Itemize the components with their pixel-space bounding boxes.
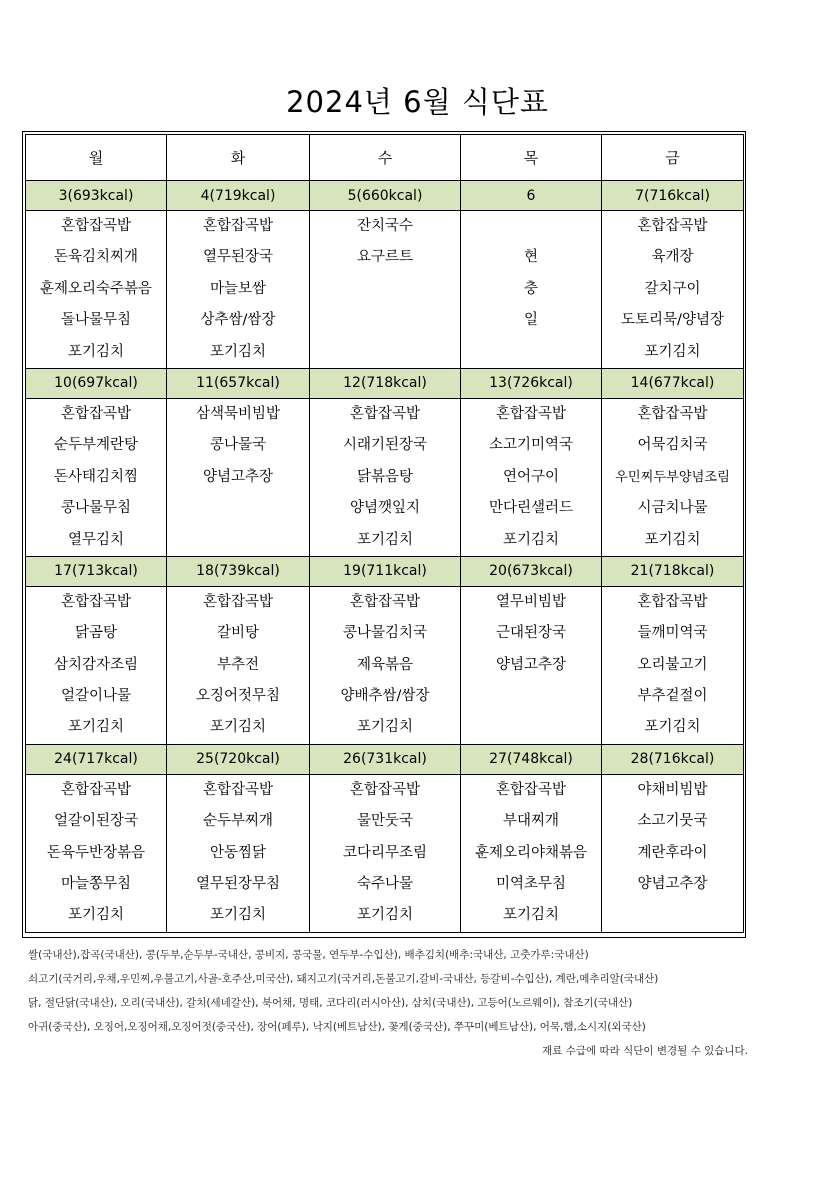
menu-item: 혼합잡곡밥 [60, 218, 132, 234]
menu-item: 소고기뭇국 [637, 813, 708, 830]
menu-item: 소고기미역국 [488, 437, 574, 454]
menu-item: 돈사태김치찜 [53, 468, 139, 485]
menu-item: 열무비빔밥 [495, 593, 567, 610]
menu-item: 계란후라이 [637, 844, 708, 861]
menu-item: 열무된장무침 [195, 876, 281, 893]
menu-row [26, 211, 744, 369]
menu-item [310, 274, 460, 305]
menu-item: 열무된장국 [202, 249, 274, 266]
menu-item: 마늘보쌈 [209, 280, 267, 297]
weekday-header: 목 [461, 135, 602, 181]
menu-item: 양념고추장 [637, 876, 708, 893]
menu-cell [461, 398, 602, 556]
date-cell: 12(718kcal) [310, 368, 461, 398]
menu-item: 들깨미역국 [637, 625, 708, 642]
menu-item: 육개장 [651, 249, 694, 266]
menu-item: 숙주나물 [356, 876, 414, 893]
date-cell: 3(693kcal) [26, 181, 167, 211]
date-row [26, 181, 744, 211]
menu-item [461, 211, 601, 242]
menu-item: 혼합잡곡밥 [637, 593, 708, 610]
menu-cell [602, 398, 744, 556]
menu-item: 갈치구이 [644, 280, 701, 297]
date-row [26, 368, 744, 398]
date-cell: 24(717kcal) [26, 744, 167, 774]
menu-cell [461, 774, 602, 932]
menu-item: 혼합잡곡밥 [637, 405, 708, 422]
weekday-header: 금 [602, 135, 744, 181]
menu-cell [310, 211, 461, 369]
origin-note-line: 아귀(중국산), 오징어,오징어채,오징어젓(중국산), 장어(페루), 낙지(베트남산), 꽃게(중국산), 쭈꾸미(베트남산), 어묵,햄,소시지(외국산) [28, 1021, 646, 1033]
menu-item: 혼합잡곡밥 [60, 405, 132, 422]
menu-item: 양배추쌈/쌈장 [340, 688, 430, 705]
menu-item: 마늘쫑무침 [60, 876, 132, 893]
menu-cell [461, 586, 602, 744]
menu-item: 포기김치 [209, 907, 267, 924]
menu-item: 포기김치 [209, 719, 267, 736]
menu-item: 갈비탕 [216, 625, 260, 642]
menu-cell [310, 586, 461, 744]
menu-cell [461, 211, 602, 369]
menu-item [310, 305, 460, 336]
menu-cell [26, 211, 167, 369]
menu-item: 혼합잡곡밥 [202, 593, 274, 610]
date-cell: 13(726kcal) [461, 368, 602, 398]
menu-item [602, 900, 743, 931]
menu-table [25, 134, 744, 933]
menu-item: 순두부계란탕 [53, 437, 139, 454]
menu-cell [26, 774, 167, 932]
menu-item: 오징어젓무침 [195, 688, 281, 705]
menu-item: 양념깻잎지 [349, 500, 421, 517]
menu-cell [602, 774, 744, 932]
menu-item: 혼합잡곡밥 [495, 405, 567, 422]
menu-item: 포기김치 [644, 531, 701, 548]
menu-cell [167, 211, 310, 369]
menu-item: 혼합잡곡밥 [349, 781, 421, 798]
menu-item: 혼합잡곡밥 [495, 781, 567, 798]
menu-row [26, 398, 744, 556]
menu-item: 콩나물김치국 [342, 625, 428, 642]
menu-item: 잔치국수 [356, 218, 414, 234]
menu-item: 포기김치 [644, 719, 701, 736]
menu-item [167, 493, 309, 524]
date-cell: 18(739kcal) [167, 556, 310, 586]
menu-cell [310, 774, 461, 932]
menu-item: 훈제오리야채볶음 [474, 844, 588, 861]
menu-item: 오리불고기 [637, 656, 708, 673]
date-cell: 5(660kcal) [310, 181, 461, 211]
menu-item: 일 [523, 312, 538, 329]
menu-item [461, 681, 601, 712]
menu-item: 물만둣국 [356, 813, 414, 830]
date-cell: 11(657kcal) [167, 368, 310, 398]
menu-item: 야채비빔밥 [637, 781, 708, 798]
menu-item: 상추쌈/쌈장 [200, 312, 276, 329]
menu-item: 요구르트 [356, 249, 414, 266]
menu-item: 돌나물무침 [60, 312, 132, 329]
menu-item: 얼갈이된장국 [53, 813, 139, 830]
menu-item [461, 337, 601, 368]
menu-item: 어묵김치국 [637, 437, 708, 454]
origin-note-line: 닭, 절단닭(국내산), 오리(국내산), 갈치(세네갈산), 북어채, 명태, 코다리(러시아산), 삼치(국내산), 고등어(노르웨이), 참조기(국내산) [28, 997, 633, 1009]
date-cell: 17(713kcal) [26, 556, 167, 586]
menu-cell [26, 586, 167, 744]
menu-item: 포기김치 [209, 343, 267, 360]
menu-item: 돈육두반장볶음 [46, 844, 146, 861]
menu-cell [167, 398, 310, 556]
page-title: 2024년 6월 식단표 [286, 85, 549, 119]
date-row [26, 744, 744, 774]
weekday-header: 수 [310, 135, 461, 181]
menu-item: 현 [523, 249, 538, 266]
menu-item [461, 712, 601, 743]
date-cell: 21(718kcal) [602, 556, 744, 586]
menu-cell [26, 398, 167, 556]
date-cell: 27(748kcal) [461, 744, 602, 774]
menu-change-disclaimer: 재료 수급에 따라 식단이 변경될 수 있습니다. [542, 1045, 748, 1057]
menu-item: 미역초무침 [495, 876, 567, 893]
menu-item: 포기김치 [356, 531, 414, 548]
menu-item: 포기김치 [67, 719, 125, 736]
menu-item: 시래기된장국 [342, 437, 428, 454]
date-cell: 6 [461, 181, 602, 211]
menu-item: 도토리묵/양념장 [621, 312, 724, 329]
date-cell: 25(720kcal) [167, 744, 310, 774]
date-cell: 7(716kcal) [602, 181, 744, 211]
menu-item: 제육볶음 [356, 656, 414, 673]
menu-item: 포기김치 [356, 907, 414, 924]
menu-item: 혼합잡곡밥 [202, 218, 274, 234]
menu-item: 만다린샐러드 [488, 500, 574, 517]
menu-item: 포기김치 [67, 343, 125, 360]
menu-item: 양념고추장 [495, 656, 567, 673]
menu-item: 포기김치 [356, 719, 414, 736]
origin-notes [28, 943, 748, 1063]
menu-item: 시금치나물 [637, 500, 708, 517]
date-cell: 14(677kcal) [602, 368, 744, 398]
menu-cell [310, 398, 461, 556]
menu-row [26, 774, 744, 932]
menu-item: 혼합잡곡밥 [202, 781, 274, 798]
menu-item: 포기김치 [502, 531, 560, 548]
date-cell: 10(697kcal) [26, 368, 167, 398]
menu-item: 포기김치 [67, 907, 125, 924]
menu-item: 콩나물무침 [60, 500, 132, 517]
menu-cell [167, 774, 310, 932]
origin-note-line: 쇠고기(국거리,우채,우민찌,우불고기,사골-호주산,미국산), 돼지고기(국거리,돈불고기,갈비-국내산, 등갈비-수입산), 계란,메추리알(국내산) [28, 973, 659, 985]
menu-item: 포기김치 [502, 907, 560, 924]
menu-item: 콩나물국 [209, 437, 267, 454]
menu-item: 연어구이 [502, 468, 560, 485]
menu-item: 혼합잡곡밥 [349, 405, 421, 422]
menu-item: 근대된장국 [495, 625, 567, 642]
menu-item [310, 337, 460, 368]
menu-item: 혼합잡곡밥 [60, 781, 132, 798]
weekday-header-row [26, 135, 744, 181]
menu-row [26, 586, 744, 744]
menu-item: 부대찌개 [502, 813, 560, 830]
menu-item: 안동찜닭 [209, 844, 267, 861]
menu-item: 충 [523, 280, 538, 297]
menu-item: 삼색묵비빔밥 [195, 405, 281, 422]
weekday-header: 월 [26, 135, 167, 181]
date-row [26, 556, 744, 586]
menu-item: 부추겉절이 [637, 688, 708, 705]
menu-item: 삼치감자조림 [53, 656, 139, 673]
menu-item: 혼합잡곡밥 [349, 593, 421, 610]
menu-item: 우민찌두부양념조림 [615, 469, 730, 485]
menu-item: 혼합잡곡밥 [60, 593, 132, 610]
weekday-header: 화 [167, 135, 310, 181]
menu-cell [602, 586, 744, 744]
menu-item: 순두부찌개 [202, 813, 274, 830]
menu-item: 돈육김치찌개 [53, 249, 139, 266]
date-cell: 19(711kcal) [310, 556, 461, 586]
date-cell: 20(673kcal) [461, 556, 602, 586]
menu-item: 양념고추장 [202, 468, 274, 485]
date-cell: 26(731kcal) [310, 744, 461, 774]
menu-item: 얼갈이나물 [60, 688, 132, 705]
menu-item: 혼합잡곡밥 [637, 218, 708, 234]
menu-item: 훈제오리숙주볶음 [39, 280, 153, 297]
menu-item: 닭곰탕 [74, 625, 118, 642]
menu-item: 코다리무조림 [342, 844, 428, 861]
menu-item [167, 525, 309, 556]
menu-item: 포기김치 [644, 343, 701, 360]
menu-item: 열무김치 [67, 531, 125, 548]
menu-item: 부추전 [216, 656, 260, 673]
origin-note-line: 쌀(국내산),잡곡(국내산), 콩(두부,순두부-국내산, 콩비지, 콩국물, 연두부-수입산), 배추김치(배추:국내산, 고춧가루:국내산) [28, 949, 589, 961]
menu-cell [602, 211, 744, 369]
date-cell: 28(716kcal) [602, 744, 744, 774]
menu-item: 닭볶음탕 [356, 468, 414, 485]
date-cell: 4(719kcal) [167, 181, 310, 211]
menu-cell [167, 586, 310, 744]
